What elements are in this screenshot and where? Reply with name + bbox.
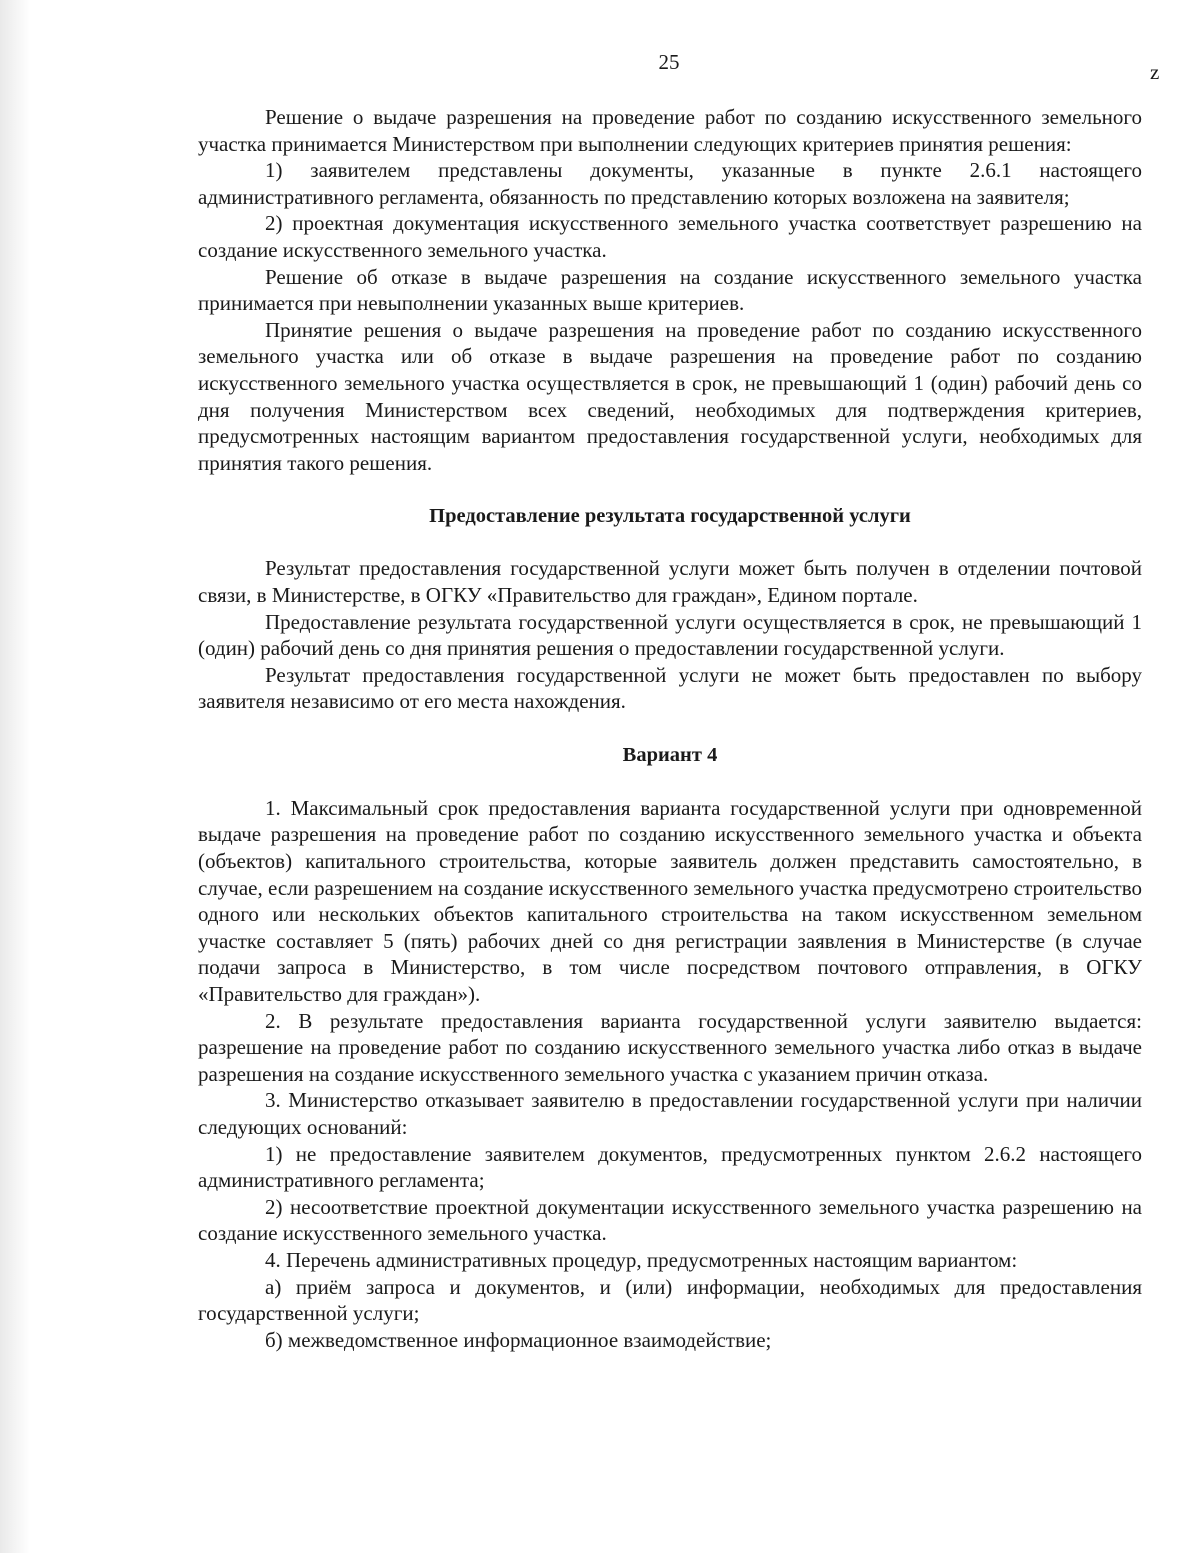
paragraph: 2. В результате предоставления варианта государственной услуги заявителю выдается: разрешение на проведение работ по созданию искусственного земельного участка либо отказ в выдаче разрешения на создание искусственного земельного участка с указанием причин отказа. bbox=[198, 1008, 1142, 1086]
paragraph: Принятие решения о выдаче разрешения на проведение работ по созданию искусственного земельного участка или об отказе в выдаче разрешения на проведение работ по созданию искусственного земельного участка осуществляется в срок, не превышающий 1 (один) рабочий день со дня получения Министерством всех сведений, необходимых для подтверждения критериев, предусмотренных настоящим вариантом предоставления государственной услуги, необходимых для принятия такого решения. bbox=[198, 317, 1142, 475]
spacer bbox=[198, 715, 1142, 742]
document-body bbox=[198, 104, 1142, 1353]
spacer bbox=[198, 476, 1142, 503]
section-heading-result: Предоставление результата государственной услуги bbox=[429, 505, 911, 528]
paragraph: 2) несоответствие проектной документации искусственного земельного участка разрешению на создание искусственного земельного участка. bbox=[198, 1194, 1142, 1246]
corner-mark: z bbox=[1150, 60, 1160, 84]
paragraph: Результат предоставления государственной услуги не может быть предоставлен по выбору заявителя независимо от его места нахождения. bbox=[198, 662, 1142, 714]
page-number: 25 bbox=[658, 50, 680, 74]
spacer bbox=[198, 768, 1142, 795]
spacer bbox=[198, 529, 1142, 555]
paragraph: б) межведомственное информационное взаимодействие; bbox=[265, 1327, 772, 1352]
paragraph: 1) не предоставление заявителем документов, предусмотренных пунктом 2.6.2 настоящего административного регламента; bbox=[198, 1141, 1142, 1193]
paragraph: 2) проектная документация искусственного земельного участка соответствует разрешению на создание искусственного земельного участка. bbox=[198, 211, 1142, 262]
paragraph: а) приём запроса и документов, и (или) информации, необходимых для предоставления государственной услуги; bbox=[198, 1274, 1142, 1326]
paragraph: Решение об отказе в выдаче разрешения на создание искусственного земельного участка принимается при невыполнении указанных выше критериев. bbox=[198, 264, 1142, 316]
section-heading-variant: Вариант 4 bbox=[622, 743, 718, 766]
paragraph: 4. Перечень административных процедур, предусмотренных настоящим вариантом: bbox=[265, 1247, 1018, 1272]
paragraph: Решение о выдаче разрешения на проведение работ по созданию искусственного земельного участка принимается Министерством при выполнении следующих критериев принятия решения: bbox=[198, 105, 1142, 156]
scan-edge bbox=[0, 0, 30, 1553]
paragraph: Предоставление результата государственной услуги осуществляется в срок, не превышающий 1 (один) рабочий день со дня принятия решения о предоставлении государственной услуги. bbox=[198, 609, 1142, 661]
paragraph: 1. Максимальный срок предоставления варианта государственной услуги при одновременной выдаче разрешения на проведение работ по созданию искусственного земельного участка и объекта (объектов) капитального строительства, которые заявитель должен представить самостоятельно, в случае, если разрешением на создание искусственного земельного участка предусмотрено строительство одного или нескольких объектов капитального строительства на таком искусственном земельном участке составляет 5 (пять) рабочих дней со дня регистрации заявления в Министерстве (в случае подачи запроса в Министерство, в том числе посредством почтового отправления, в ОГКУ «Правительство для граждан»). bbox=[198, 795, 1142, 1007]
paragraph: Результат предоставления государственной услуги может быть получен в отделении почтовой связи, в Министерстве, в ОГКУ «Правительство для граждан», Едином портале. bbox=[198, 556, 1142, 607]
paragraph: 3. Министерство отказывает заявителю в предоставлении государственной услуги при наличии следующих оснований: bbox=[198, 1088, 1142, 1139]
paragraph: 1) заявителем представлены документы, указанные в пункте 2.6.1 настоящего административного регламента, обязанность по представлению которых возложена на заявителя; bbox=[198, 158, 1142, 209]
